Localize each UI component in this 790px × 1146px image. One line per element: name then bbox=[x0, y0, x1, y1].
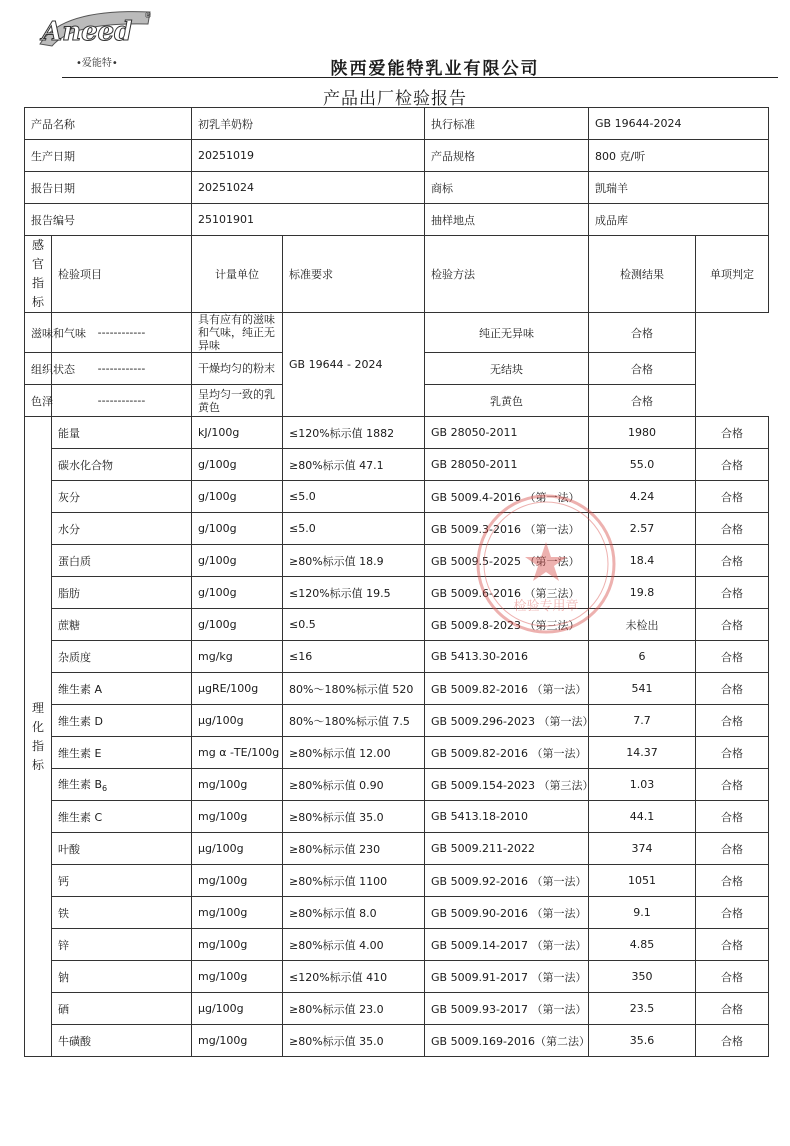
test-requirement: ≤5.0 bbox=[283, 513, 425, 545]
info-label: 产品名称 bbox=[25, 108, 192, 140]
physical-row bbox=[25, 801, 769, 833]
info-value: 初乳羊奶粉 bbox=[192, 108, 425, 140]
test-unit: μg/100g bbox=[192, 705, 283, 737]
test-method: GB 5009.3-2016 （第一法） bbox=[425, 513, 589, 545]
test-result: 4.24 bbox=[589, 481, 696, 513]
logo-mark: ® bbox=[144, 11, 152, 20]
physical-row bbox=[25, 481, 769, 513]
test-unit: ------------ bbox=[52, 313, 192, 353]
test-unit: μg/100g bbox=[192, 993, 283, 1025]
test-verdict: 合格 bbox=[696, 577, 769, 609]
test-item: 色泽 bbox=[25, 385, 52, 417]
test-method: GB 5413.18-2010 bbox=[425, 801, 589, 833]
test-verdict: 合格 bbox=[696, 609, 769, 641]
test-item: 铁 bbox=[52, 897, 192, 929]
info-label: 商标 bbox=[425, 172, 589, 204]
test-verdict: 合格 bbox=[696, 513, 769, 545]
info-label: 抽样地点 bbox=[425, 204, 589, 236]
test-verdict: 合格 bbox=[696, 449, 769, 481]
info-value: 25101901 bbox=[192, 204, 425, 236]
test-verdict: 合格 bbox=[589, 353, 696, 385]
test-verdict: 合格 bbox=[696, 801, 769, 833]
test-requirement: 具有应有的滋味和气味，纯正无异味 bbox=[192, 313, 283, 353]
test-verdict: 合格 bbox=[696, 929, 769, 961]
test-result: 纯正无异味 bbox=[425, 313, 589, 353]
physical-row bbox=[25, 673, 769, 705]
info-label: 报告编号 bbox=[25, 204, 192, 236]
physical-group-label: 理 化 指 标 bbox=[25, 417, 52, 1057]
test-item: 能量 bbox=[52, 417, 192, 449]
test-verdict: 合格 bbox=[696, 737, 769, 769]
test-method: GB 19644 - 2024 bbox=[283, 313, 425, 417]
test-item: 脂肪 bbox=[52, 577, 192, 609]
test-item: 滋味和气味 bbox=[25, 313, 52, 353]
test-unit: mg/100g bbox=[192, 897, 283, 929]
test-item: 锌 bbox=[52, 929, 192, 961]
test-result: 35.6 bbox=[589, 1025, 696, 1057]
test-unit: g/100g bbox=[192, 577, 283, 609]
test-result: 18.4 bbox=[589, 545, 696, 577]
info-value: 20251019 bbox=[192, 140, 425, 172]
test-method: GB 28050-2011 bbox=[425, 449, 589, 481]
sensory-row bbox=[25, 313, 769, 353]
test-method: GB 28050-2011 bbox=[425, 417, 589, 449]
logo-text: Aneed bbox=[42, 17, 133, 47]
test-method: GB 5009.211-2022 bbox=[425, 833, 589, 865]
test-requirement: ≥80%标示值 47.1 bbox=[283, 449, 425, 481]
test-method: GB 5009.82-2016 （第一法） bbox=[425, 673, 589, 705]
physical-row bbox=[25, 897, 769, 929]
test-unit: mg/100g bbox=[192, 801, 283, 833]
test-result: 未检出 bbox=[589, 609, 696, 641]
test-requirement: ≥80%标示值 35.0 bbox=[283, 1025, 425, 1057]
info-label: 报告日期 bbox=[25, 172, 192, 204]
test-unit: g/100g bbox=[192, 513, 283, 545]
physical-row bbox=[25, 929, 769, 961]
test-result: 7.7 bbox=[589, 705, 696, 737]
test-requirement: ≥80%标示值 35.0 bbox=[283, 801, 425, 833]
test-requirement: ≥80%标示值 1100 bbox=[283, 865, 425, 897]
test-method: GB 5009.91-2017 （第一法） bbox=[425, 961, 589, 993]
test-result: 1980 bbox=[589, 417, 696, 449]
header-divider bbox=[62, 77, 778, 78]
sensory-group-label: 感 官 指 标 bbox=[25, 236, 52, 313]
test-unit: g/100g bbox=[192, 481, 283, 513]
test-requirement: ≥80%标示值 23.0 bbox=[283, 993, 425, 1025]
info-value: 20251024 bbox=[192, 172, 425, 204]
test-method: GB 5009.4-2016 （第一法） bbox=[425, 481, 589, 513]
test-method: GB 5009.8-2023 （第三法） bbox=[425, 609, 589, 641]
info-row bbox=[25, 204, 769, 236]
test-unit: mg/kg bbox=[192, 641, 283, 673]
test-unit: mg/100g bbox=[192, 929, 283, 961]
test-item: 钠 bbox=[52, 961, 192, 993]
test-item: 水分 bbox=[52, 513, 192, 545]
physical-row bbox=[25, 577, 769, 609]
test-method: GB 5009.90-2016 （第一法） bbox=[425, 897, 589, 929]
test-item bbox=[52, 769, 192, 801]
test-verdict: 合格 bbox=[696, 961, 769, 993]
report-title: 产品出厂检验报告 bbox=[323, 89, 467, 109]
test-method: GB 5009.92-2016 （第一法） bbox=[425, 865, 589, 897]
test-method: GB 5009.82-2016 （第一法） bbox=[425, 737, 589, 769]
test-method: GB 5009.296-2023 （第一法） bbox=[425, 705, 589, 737]
header-method: 检验方法 bbox=[425, 236, 589, 313]
test-verdict: 合格 bbox=[696, 641, 769, 673]
info-value: 成品库 bbox=[589, 204, 769, 236]
test-unit: mg α -TE/100g bbox=[192, 737, 283, 769]
test-unit: mg/100g bbox=[192, 865, 283, 897]
header-item: 检验项目 bbox=[52, 236, 192, 313]
test-verdict: 合格 bbox=[589, 385, 696, 417]
test-item: 碳水化合物 bbox=[52, 449, 192, 481]
info-row bbox=[25, 140, 769, 172]
test-unit: mg/100g bbox=[192, 769, 283, 801]
test-result: 9.1 bbox=[589, 897, 696, 929]
test-method: GB 5413.30-2016 bbox=[425, 641, 589, 673]
test-verdict: 合格 bbox=[696, 417, 769, 449]
header-verdict: 单项判定 bbox=[696, 236, 769, 313]
test-result: 1051 bbox=[589, 865, 696, 897]
test-requirement: ≥80%标示值 230 bbox=[283, 833, 425, 865]
test-verdict: 合格 bbox=[696, 673, 769, 705]
info-label: 生产日期 bbox=[25, 140, 192, 172]
test-unit: μgRE/100g bbox=[192, 673, 283, 705]
company-name: 陕西爱能特乳业有限公司 bbox=[330, 59, 540, 79]
test-unit: mg/100g bbox=[192, 1025, 283, 1057]
test-result: 55.0 bbox=[589, 449, 696, 481]
physical-row bbox=[25, 769, 769, 801]
test-result: 4.85 bbox=[589, 929, 696, 961]
info-label: 产品规格 bbox=[425, 140, 589, 172]
test-requirement: ≥80%标示值 0.90 bbox=[283, 769, 425, 801]
physical-row bbox=[25, 609, 769, 641]
test-item: 叶酸 bbox=[52, 833, 192, 865]
test-item: 组织状态 bbox=[25, 353, 52, 385]
test-requirement: ≥80%标示值 12.00 bbox=[283, 737, 425, 769]
test-item: 钙 bbox=[52, 865, 192, 897]
test-verdict: 合格 bbox=[696, 833, 769, 865]
test-result: 14.37 bbox=[589, 737, 696, 769]
info-row bbox=[25, 172, 769, 204]
test-unit: ------------ bbox=[52, 353, 192, 385]
test-item: 牛磺酸 bbox=[52, 1025, 192, 1057]
test-verdict: 合格 bbox=[696, 897, 769, 929]
test-verdict: 合格 bbox=[696, 481, 769, 513]
test-method: GB 5009.5-2025 （第一法） bbox=[425, 545, 589, 577]
test-unit: mg/100g bbox=[192, 961, 283, 993]
test-unit: g/100g bbox=[192, 609, 283, 641]
test-requirement: 80%～180%标示值 7.5 bbox=[283, 705, 425, 737]
test-requirement: ≤5.0 bbox=[283, 481, 425, 513]
test-requirement: ≤16 bbox=[283, 641, 425, 673]
info-label: 执行标准 bbox=[425, 108, 589, 140]
info-value: 800 克/听 bbox=[589, 140, 769, 172]
test-item: 维生素 A bbox=[52, 673, 192, 705]
physical-row bbox=[25, 417, 769, 449]
stamp-text: 检验专用章 bbox=[513, 599, 579, 614]
info-row bbox=[25, 108, 769, 140]
test-item: 灰分 bbox=[52, 481, 192, 513]
physical-row bbox=[25, 865, 769, 897]
test-result: 541 bbox=[589, 673, 696, 705]
header-unit: 计量单位 bbox=[192, 236, 283, 313]
physical-row bbox=[25, 993, 769, 1025]
test-item: 硒 bbox=[52, 993, 192, 1025]
info-value: 凯瑞羊 bbox=[589, 172, 769, 204]
test-requirement: ≤0.5 bbox=[283, 609, 425, 641]
test-unit: kJ/100g bbox=[192, 417, 283, 449]
test-result: 2.57 bbox=[589, 513, 696, 545]
physical-row bbox=[25, 513, 769, 545]
test-verdict: 合格 bbox=[696, 545, 769, 577]
test-verdict: 合格 bbox=[696, 705, 769, 737]
test-requirement: 干燥均匀的粉末 bbox=[192, 353, 283, 385]
test-requirement: 呈均匀一致的乳黄色 bbox=[192, 385, 283, 417]
physical-row bbox=[25, 737, 769, 769]
physical-row bbox=[25, 545, 769, 577]
test-result: 乳黄色 bbox=[425, 385, 589, 417]
physical-row bbox=[25, 449, 769, 481]
test-requirement: ≤120%标示值 1882 bbox=[283, 417, 425, 449]
test-item: 杂质度 bbox=[52, 641, 192, 673]
test-unit: μg/100g bbox=[192, 833, 283, 865]
test-verdict: 合格 bbox=[696, 993, 769, 1025]
physical-row bbox=[25, 641, 769, 673]
test-item: 蛋白质 bbox=[52, 545, 192, 577]
test-result: 6 bbox=[589, 641, 696, 673]
physical-row bbox=[25, 961, 769, 993]
test-verdict: 合格 bbox=[696, 769, 769, 801]
test-requirement: ≥80%标示值 4.00 bbox=[283, 929, 425, 961]
header-requirement: 标准要求 bbox=[283, 236, 425, 313]
test-unit: ------------ bbox=[52, 385, 192, 417]
inspection-table bbox=[24, 107, 769, 1057]
test-verdict: 合格 bbox=[589, 313, 696, 353]
test-unit: g/100g bbox=[192, 449, 283, 481]
info-value: GB 19644-2024 bbox=[589, 108, 769, 140]
test-method: GB 5009.93-2017 （第一法） bbox=[425, 993, 589, 1025]
test-item: 维生素 E bbox=[52, 737, 192, 769]
test-verdict: 合格 bbox=[696, 865, 769, 897]
test-requirement: 80%～180%标示值 520 bbox=[283, 673, 425, 705]
test-method: GB 5009.154-2023 （第三法） bbox=[425, 769, 589, 801]
test-method: GB 5009.14-2017 （第一法） bbox=[425, 929, 589, 961]
physical-row bbox=[25, 705, 769, 737]
test-unit: g/100g bbox=[192, 545, 283, 577]
test-requirement: ≤120%标示值 410 bbox=[283, 961, 425, 993]
test-requirement: ≥80%标示值 8.0 bbox=[283, 897, 425, 929]
table-header-row bbox=[25, 236, 769, 313]
header-result: 检测结果 bbox=[589, 236, 696, 313]
test-result: 350 bbox=[589, 961, 696, 993]
test-result: 1.03 bbox=[589, 769, 696, 801]
test-result: 374 bbox=[589, 833, 696, 865]
test-item-subscript: 6 bbox=[102, 784, 108, 794]
test-result: 无结块 bbox=[425, 353, 589, 385]
test-item: 维生素 C bbox=[52, 801, 192, 833]
test-requirement: ≤120%标示值 19.5 bbox=[283, 577, 425, 609]
test-item: 蔗糖 bbox=[52, 609, 192, 641]
test-verdict: 合格 bbox=[696, 1025, 769, 1057]
test-item-text: 维生素 B bbox=[58, 777, 103, 791]
logo-subtext: •爱能特• bbox=[76, 58, 118, 69]
test-result: 19.8 bbox=[589, 577, 696, 609]
test-method: GB 5009.169-2016（第二法） bbox=[425, 1025, 589, 1057]
physical-row bbox=[25, 1025, 769, 1057]
test-result: 23.5 bbox=[589, 993, 696, 1025]
test-method: GB 5009.6-2016 （第三法） bbox=[425, 577, 589, 609]
test-item: 维生素 D bbox=[52, 705, 192, 737]
test-result: 44.1 bbox=[589, 801, 696, 833]
physical-row bbox=[25, 833, 769, 865]
test-requirement: ≥80%标示值 18.9 bbox=[283, 545, 425, 577]
